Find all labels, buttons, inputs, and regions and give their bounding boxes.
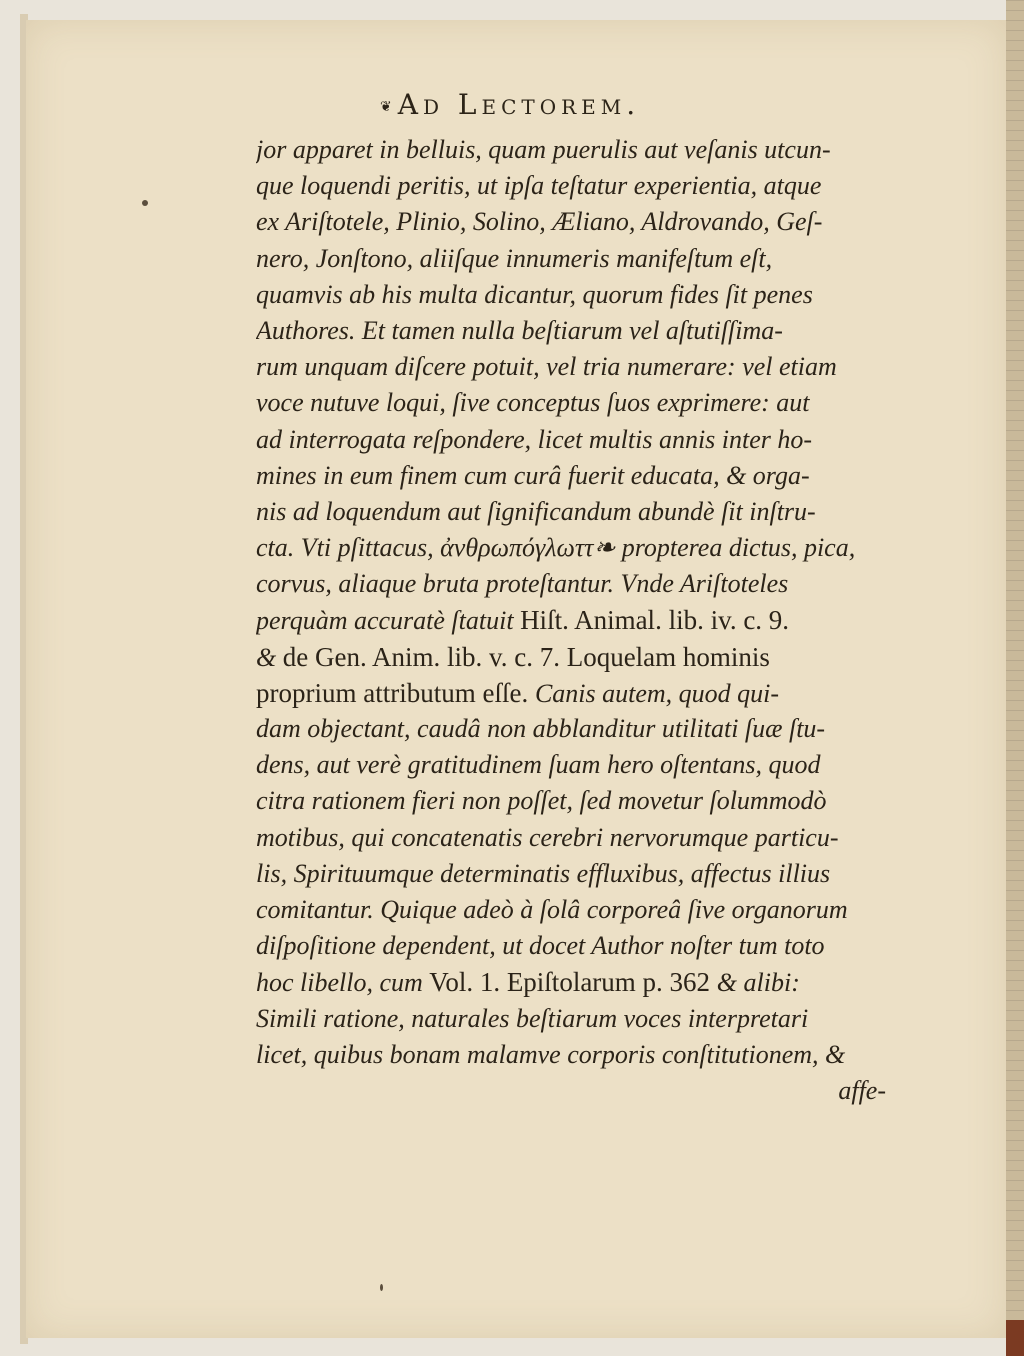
text-line — [256, 747, 896, 783]
text-line — [256, 422, 896, 458]
text-line — [256, 1001, 896, 1037]
text-line — [256, 349, 896, 385]
paper-speck — [380, 1284, 383, 1291]
catchword: affe- — [838, 1075, 886, 1105]
text-line — [256, 1037, 896, 1073]
running-head — [380, 88, 760, 121]
italic-text: citra rationem fieri non poſſet, ſed movetur ſolummodò — [256, 786, 827, 816]
text-line — [256, 602, 896, 638]
italic-text: & alibi: — [716, 968, 800, 998]
text-line — [256, 168, 896, 204]
text-line — [256, 928, 896, 964]
italic-text: Simili ratione, naturales beſtiarum voces interpretari — [256, 1003, 809, 1033]
italic-text: licet, quibus bonam malamve corporis conſtitutionem, & — [256, 1039, 846, 1069]
italic-text: dam objectant, caudâ non abblanditur utilitati ſuæ ſtu- — [256, 714, 826, 743]
italic-text: cta. Vti pſittacus, ἀνθρωπόγλωττ❧ propterea dictus, pica, — [256, 533, 856, 563]
italic-text: Authores. Et tamen nulla beſtiarum vel aſtutiſſima- — [256, 315, 783, 345]
text-line — [256, 313, 896, 349]
text-line — [256, 892, 896, 928]
roman-text: proprium attributum eſſe. — [256, 677, 535, 708]
italic-text: que loquendi peritis, ut ipſa teſtatur experientia, atque — [256, 171, 822, 201]
roman-text: de Gen. Anim. lib. v. c. 7. Loquelam hominis — [282, 641, 770, 672]
scale-ruler — [1006, 0, 1024, 1320]
italic-text: comitantur. Quique adeò à ſolâ corporeâ ſive organorum — [256, 894, 848, 924]
running-head-text: Ad Lectorem. — [397, 88, 641, 121]
text-line — [256, 675, 896, 711]
italic-text: & — [256, 642, 283, 672]
fleuron-ornament: ❦ — [380, 98, 392, 115]
italic-text: perquàm accuratè ſtatuit — [256, 606, 521, 636]
body-text — [256, 132, 896, 1109]
italic-text: nis ad loquendum aut ſignificandum abundè ſit inſtru- — [256, 496, 816, 526]
paper-speck — [142, 200, 148, 206]
italic-text: hoc libello, cum — [256, 968, 430, 998]
italic-text: motibus, qui concatenatis cerebri nervorumque particu- — [256, 822, 839, 852]
italic-text: mines in eum finem cum curâ fuerit educata, & orga- — [256, 460, 810, 490]
text-line — [256, 494, 896, 530]
italic-text: dens, aut verè gratitudinem ſuam hero oſtentans, quod — [256, 750, 821, 780]
text-line — [256, 711, 896, 747]
italic-text: jor apparet in belluis, quam puerulis aut veſanis utcun- — [256, 135, 831, 164]
text-line — [256, 856, 896, 892]
italic-text: quamvis ab his multa dicantur, quorum fides ſit penes — [256, 279, 813, 309]
text-line — [256, 639, 896, 675]
italic-text: diſpoſitione dependent, ut docet Author noſter tum toto — [256, 931, 825, 961]
text-line — [256, 964, 896, 1000]
italic-text: ad interrogata reſpondere, licet multis annis inter ho- — [256, 424, 813, 454]
italic-text: lis, Spirituumque determinatis effluxibus, affectus illius — [256, 858, 831, 888]
italic-text: ex Ariſtotele, Plinio, Solino, Æliano, Aldrovando, Geſ- — [256, 207, 823, 237]
text-line — [256, 566, 896, 602]
italic-text: nero, Jonſtono, aliiſque innumeris manifeſtum eſt, — [256, 243, 773, 273]
roman-text: Hiſt. Animal. lib. iv. c. 9. — [520, 605, 790, 636]
roman-text: Vol. 1. Epiſtolarum p. 362 — [429, 967, 717, 998]
text-line — [256, 204, 896, 240]
italic-text: voce nutuve loqui, ſive conceptus ſuos exprimere: aut — [256, 388, 810, 418]
color-mark — [1006, 1320, 1024, 1356]
italic-text: rum unquam diſcere potuit, vel tria numerare: vel etiam — [256, 352, 837, 382]
text-line — [256, 783, 896, 819]
text-line — [256, 241, 896, 277]
text-line — [256, 277, 896, 313]
text-line — [256, 385, 896, 421]
text-line — [256, 820, 896, 856]
text-line — [256, 530, 896, 566]
italic-text: corvus, aliaque bruta proteſtantur. Vnde Ariſtoteles — [256, 569, 789, 599]
italic-text: Canis autem, quod qui- — [534, 678, 780, 708]
text-line — [256, 458, 896, 494]
text-line — [256, 132, 896, 168]
